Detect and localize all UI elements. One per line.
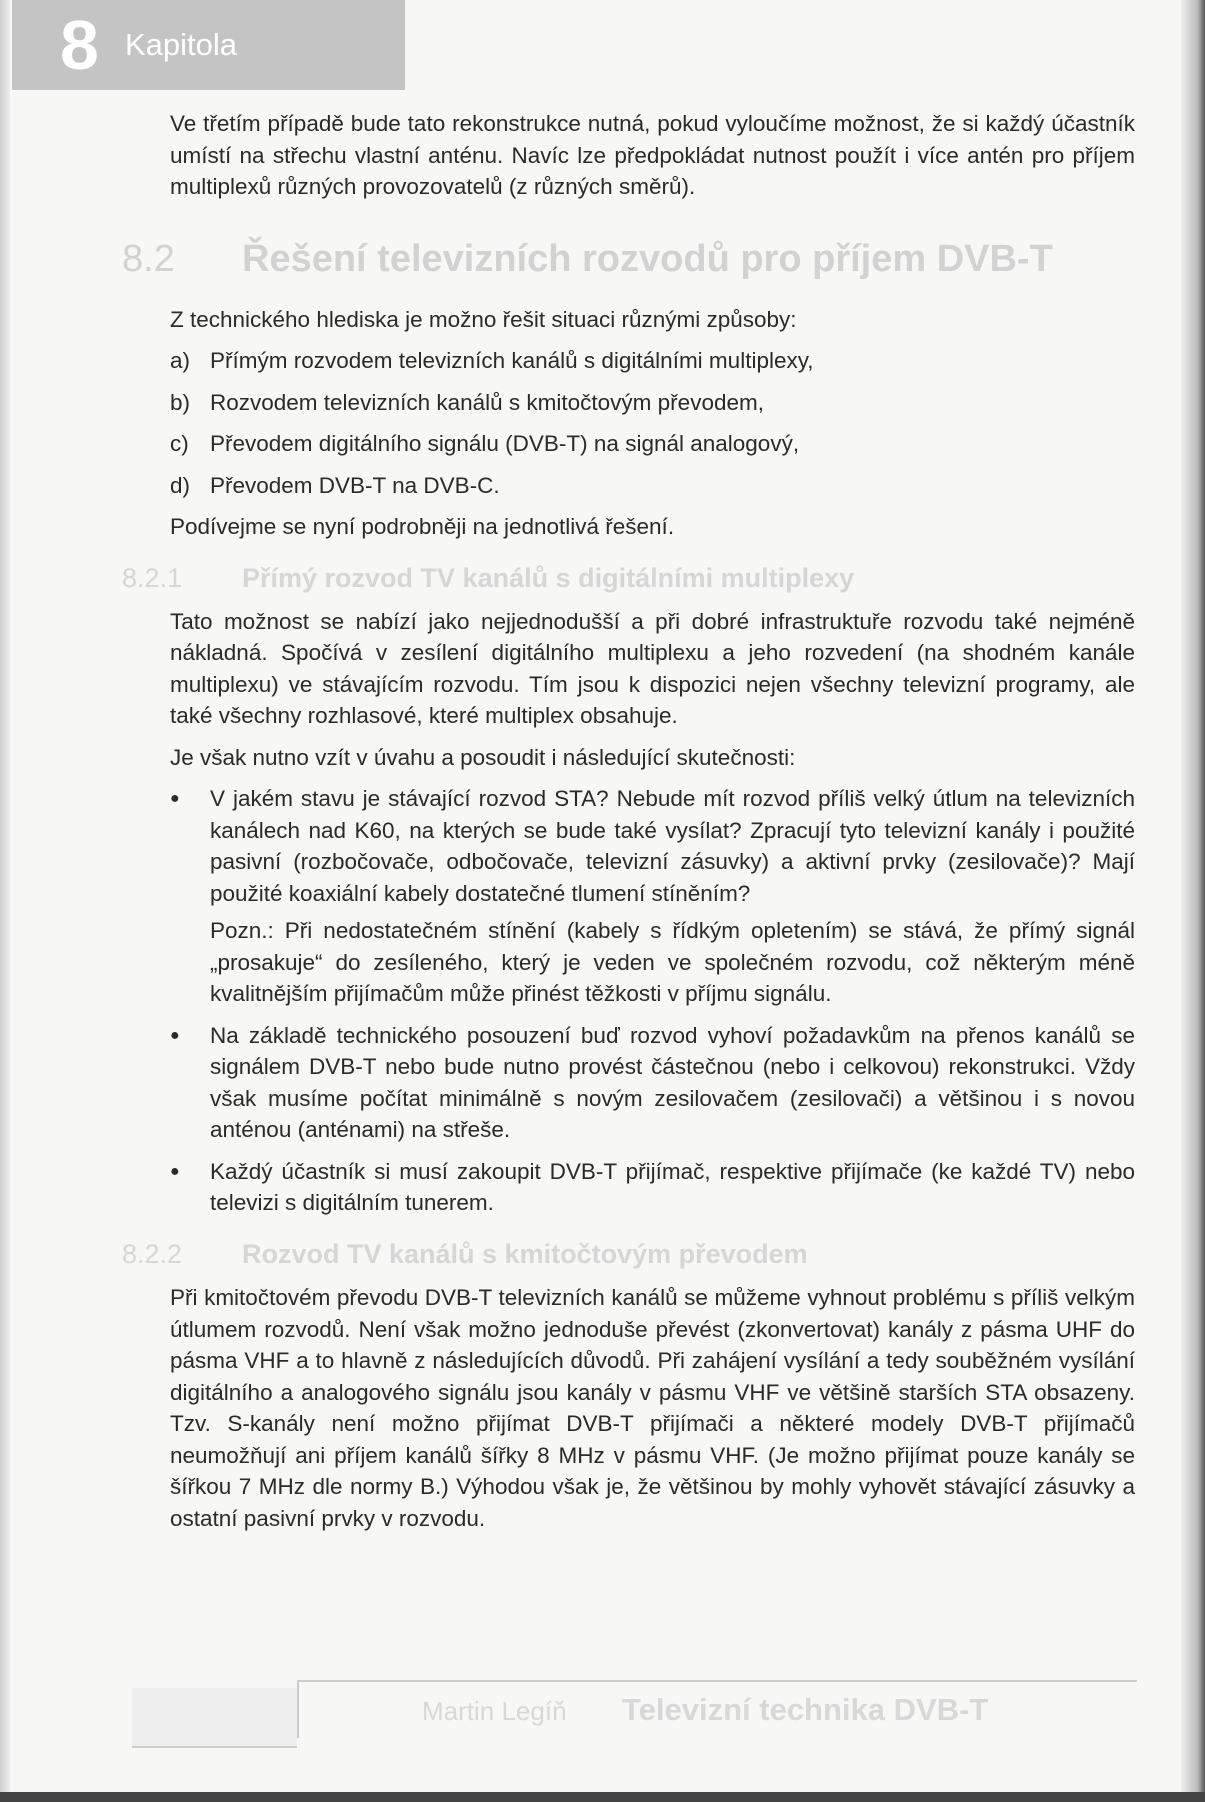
page-bottom-edge <box>0 1792 1205 1802</box>
chapter-label: Kapitola <box>124 27 237 62</box>
bullet-icon: ● <box>170 1162 180 1180</box>
intro-paragraph: Ve třetím případě bude tato rekonstrukce nutná, pokud vyloučíme možnost, že si každý účastník umístí na střechu vlastní anténu. Navíc lze předpokládat nutnost použít i více antén pro příjem multiplexů různých provozovatelů (z různých směrů). <box>170 111 1135 199</box>
bullet-icon: ● <box>170 790 180 808</box>
subsection-number: 8.2.2 <box>122 1238 183 1269</box>
chapter-number: 8 <box>60 6 99 84</box>
page-content <box>122 108 1135 1544</box>
list-text: Rozvodem televizních kanálů s kmitočtovým převodem, <box>210 389 764 415</box>
section-heading <box>122 235 1135 284</box>
footer-divider <box>297 1680 299 1738</box>
list-marker: a) <box>170 348 191 374</box>
bullet-icon: ● <box>170 1026 180 1044</box>
list-item <box>170 470 1135 502</box>
subsection-heading <box>122 561 1135 596</box>
footer-rule <box>297 1680 1137 1682</box>
section-title: Řešení televizních rozvodů pro příjem DVB-T <box>242 237 1053 280</box>
section-number: 8.2 <box>122 237 175 280</box>
page-edge <box>1181 0 1205 1802</box>
subsection-number: 8.2.1 <box>122 562 183 593</box>
list-marker: d) <box>170 472 191 498</box>
list-marker: c) <box>170 431 189 457</box>
footer-book-title: Televizní technika DVB-T <box>622 1692 989 1727</box>
paragraph: Je však nutno vzít v úvahu a posoudit i následující skutečnosti: <box>170 744 796 770</box>
list-marker: b) <box>170 389 191 415</box>
paragraph: Při kmitočtovém převodu DVB-T televizních kanálů se můžeme vyhnout problému s příliš velkým útlumem rozvodů. Není však možno jednoduše převést (zkonvertovat) kanály z pásma UHF do pásma VHF a to hlavně z následujících důvodů. Při zahájení vysílání a tedy souběžném vysílání digitálního a analogového signálu jsou kanály v pásmu VHF ve většině starších STA obsazeny. Tzv. S-kanály není možno přijímat DVB-T přijímači a některé modely DVB-T přijímačů neumožňují ani příjem kanálů šířky 8 MHz v pásmu VHF. (Je možno přijímat pouze kanály se šířkou 7 MHz dle normy B.) Výhodou však je, že většinou by mohly vyhovět stávající zásuvky a ostatní pasivní prvky v rozvodu. <box>170 1285 1135 1531</box>
list-text: Převodem DVB-T na DVB-C. <box>210 472 500 498</box>
list-item <box>170 387 1135 419</box>
bullet-item <box>170 1156 1135 1219</box>
page-spine <box>0 0 10 1802</box>
subsection-title: Rozvod TV kanálů s kmitočtovým převodem <box>242 1238 808 1269</box>
subsection-title: Přímý rozvod TV kanálů s digitálními multiplexy <box>242 562 855 593</box>
bullet-text: Každý účastník si musí zakoupit DVB-T přijímač, respektive přijímače (ke každé TV) nebo televizi s digitálním tunerem. <box>210 1158 1135 1216</box>
bullet-note: Pozn.: Při nedostatečném stínění (kabely s řídkým opletením) se stává, že přímý signál „prosakuje“ do zesíleného, který je veden ve společném rozvodu, což některým méně kvalitnějším přijímačům může přinést těžkosti v příjmu signálu. <box>210 918 1135 1007</box>
bullet-item <box>170 1020 1135 1146</box>
section-lead: Z technického hlediska je možno řešit situaci různými způsoby: <box>170 306 797 332</box>
subsection-heading <box>122 1237 1135 1272</box>
footer-author: Martin Legíň <box>422 1696 567 1726</box>
list-text: Převodem digitálního signálu (DVB-T) na signál analogový, <box>210 431 800 457</box>
list-text: Přímým rozvodem televizních kanálů s digitálními multiplexy, <box>210 348 814 374</box>
section-closing: Podívejme se nyní podrobněji na jednotlivá řešení. <box>170 514 675 540</box>
bullet-item <box>170 783 1135 1010</box>
list-item <box>170 428 1135 460</box>
page-footer <box>132 1680 1132 1750</box>
list-item <box>170 345 1135 377</box>
bullet-text: Na základě technického posouzení buď rozvod vyhoví požadavkům na přenos kanálů se signálem DVB-T nebo bude nutno provést částečnou (nebo i celkovou) rekonstrukci. Vždy však musíme počítat minimálně s novým zesilovačem (zesilovači) a většinou i s novou anténou (anténami) na střeše. <box>210 1022 1135 1143</box>
paragraph: Tato možnost se nabízí jako nejjednodušší a při dobré infrastruktuře rozvodu také nejméně nákladná. Spočívá v zesílení digitálního multiplexu a jeho rozvedení (na shodném kanále multiplexu) ve stávajícím rozvodu. Tím jsou k dispozici nejen všechny televizní programy, ale také všechny rozhlasové, které multiplex obsahuje. <box>170 608 1135 729</box>
chapter-header <box>12 0 405 90</box>
page-number-box <box>132 1688 297 1748</box>
bullet-text: V jakém stavu je stávající rozvod STA? Nebude mít rozvod příliš velký útlum na televizních kanálech nad K60, na kterých se bude také vysílat? Zpracují tyto televizní kanály i použité pasivní (rozbočovače, odbočovače, televizní zásuvky) a aktivní prvky (zesilovače)? Mají použité koaxiální kabely dostatečné tlumení stíněním? <box>210 786 1135 906</box>
